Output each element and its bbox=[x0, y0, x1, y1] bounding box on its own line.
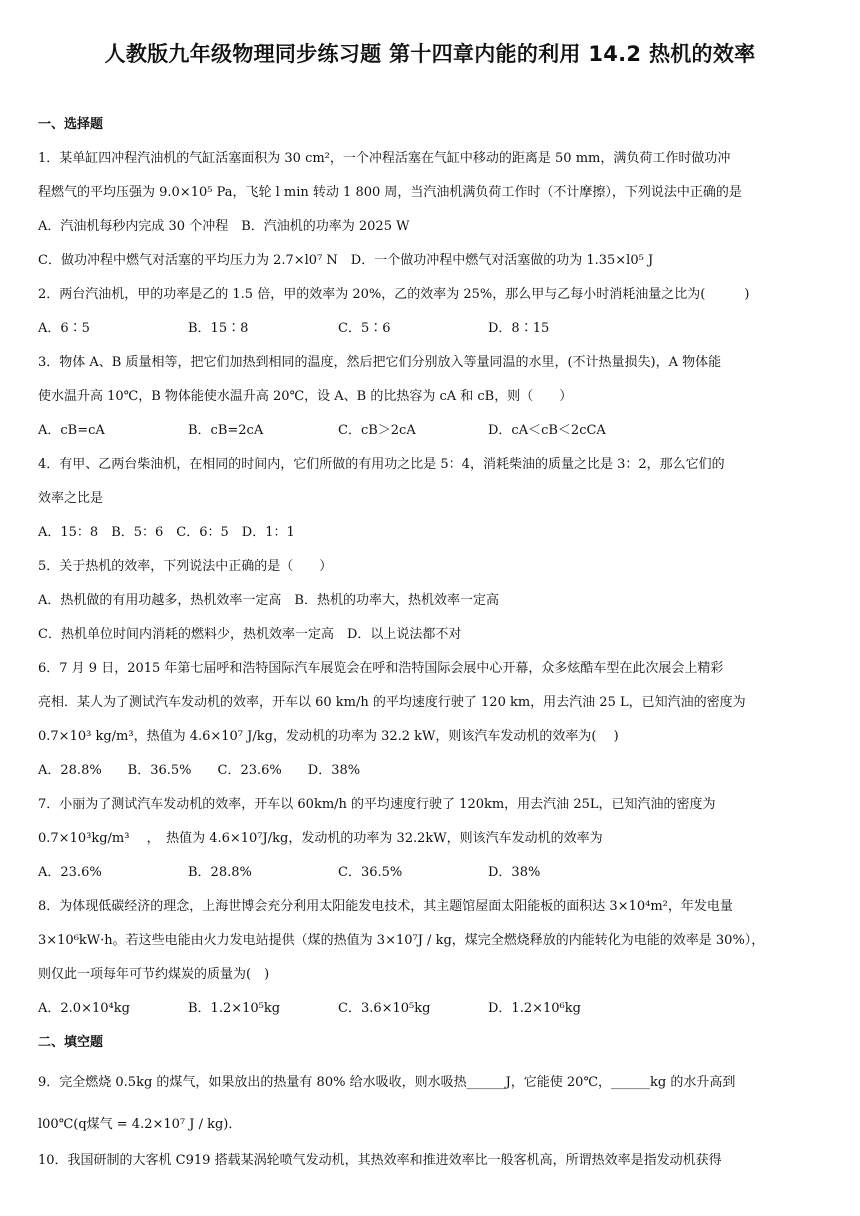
q7-option-c: C．36.5% bbox=[338, 865, 403, 880]
worksheet-body bbox=[38, 113, 830, 1183]
q3-option-c: C．cB＞2cA bbox=[338, 423, 416, 438]
q5-line-1: 5．关于热机的效率，下列说法中正确的是（ ） bbox=[38, 559, 333, 574]
q1-line-1: 1．某单缸四冲程汽油机的气缸活塞面积为 30 cm²，一个冲程活塞在气缸中移动的距离是 50 mm，满负荷工作时做功冲 bbox=[38, 151, 731, 166]
q3-option-b: B．cB=2cA bbox=[188, 423, 264, 438]
q5-options-ab: A．热机做的有用功越多，热机效率一定高 B．热机的功率大，热机效率一定高 bbox=[38, 593, 499, 608]
q6-line-3: 0.7×10³ kg/m³，热值为 4.6×10⁷ J/kg，发动机的功率为 32.2 kW，则该汽车发动机的效率为( ) bbox=[38, 729, 619, 744]
q4-options: A．15：8 B．5：6 C．6：5 D．1：1 bbox=[38, 525, 295, 540]
q6-line-1: 6．7 月 9 日，2015 年第七届呼和浩特国际汽车展览会在呼和浩特国际会展中心开幕，众多炫酷车型在此次展会上精彩 bbox=[38, 661, 724, 676]
q9-line-2: l00℃(q煤气 = 4.2×10⁷ J / kg)． bbox=[38, 1117, 242, 1132]
q1-options-cd: C．做功冲程中燃气对活塞的平均压力为 2.7×l0⁷ N D．一个做功冲程中燃气对活塞做的功为 1.35×l0⁵ J bbox=[38, 253, 654, 268]
q7-option-d: D．38% bbox=[488, 865, 541, 880]
q2-option-d: D．8∶15 bbox=[488, 321, 550, 336]
q3-line-1: 3．物体 A、B 质量相等，把它们加热到相同的温度，然后把它们分别放入等量同温的水里，(不计热量损失)，A 物体能 bbox=[38, 355, 722, 370]
q7-line-1: 7．小丽为了测试汽车发动机的效率，开车以 60km/h 的平均速度行驶了 120km，用去汽油 25L，已知汽油的密度为 bbox=[38, 797, 716, 812]
section-heading-fill: 二、填空题 bbox=[38, 1035, 104, 1050]
q3-option-a: A．cB=cA bbox=[38, 423, 105, 438]
q8-options bbox=[38, 997, 830, 1031]
q3-line-2: 使水温升高 10℃，B 物体能使水温升高 20℃，设 A、B 的比热容为 cA 和 cB，则（ ） bbox=[38, 389, 573, 404]
q4-line-2: 效率之比是 bbox=[38, 491, 104, 506]
q7-option-b: B．28.8% bbox=[188, 865, 252, 880]
page-title: 人教版九年级物理同步练习题 第十四章内能的利用 14.2 热机的效率 bbox=[104, 42, 756, 66]
q4-line-1: 4．有甲、乙两台柴油机，在相同的时间内，它们所做的有用功之比是 5：4，消耗柴油的质量之比是 3：2，那么它们的 bbox=[38, 457, 725, 472]
q5-options-cd: C．热机单位时间内消耗的燃料少，热机效率一定高 D．以上说法都不对 bbox=[38, 627, 462, 642]
q7-options bbox=[38, 861, 830, 895]
q7-line-2: 0.7×10³kg/m³ ， 热值为 4.6×10⁷J/kg，发动机的功率为 32.2kW，则该汽车发动机的效率为 bbox=[38, 831, 603, 846]
q2-option-a: A．6∶5 bbox=[38, 321, 90, 336]
q8-line-1: 8．为体现低碳经济的理念，上海世博会充分利用太阳能发电技术，其主题馆屋面太阳能板的面积达 3×10⁴m²，年发电量 bbox=[38, 899, 733, 914]
q2-options bbox=[38, 317, 830, 351]
q3-option-d: D．cA＜cB＜2cCA bbox=[488, 423, 606, 438]
q2-option-c: C．5∶6 bbox=[338, 321, 391, 336]
q8-option-a: A．2.0×10⁴kg bbox=[38, 1001, 130, 1016]
q1-line-2: 程燃气的平均压强为 9.0×10⁵ Pa，飞轮 l min 转动 1 800 周，当汽油机满负荷工作时（不计摩擦），下列说法中正确的是 bbox=[38, 185, 742, 200]
section-heading-choice: 一、选择题 bbox=[38, 117, 104, 132]
q8-option-c: C．3.6×10⁵kg bbox=[338, 1001, 431, 1016]
q8-option-b: B．1.2×10⁵kg bbox=[188, 1001, 281, 1016]
q8-line-3: 则仅此一项每年可节约煤炭的质量为( ) bbox=[38, 967, 270, 982]
q8-line-2: 3×10⁶kW·h。若这些电能由火力发电站提供（煤的热值为 3×10⁷J / kg，煤完全燃烧释放的内能转化为电能的效率是 30%）， bbox=[38, 933, 765, 948]
q6-options: A．28.8% B．36.5% C．23.6% D．38% bbox=[38, 763, 361, 778]
q1-options-ab: A．汽油机每秒内完成 30 个冲程 B．汽油机的功率为 2025 W bbox=[38, 219, 410, 234]
q9-line-1: 9．完全燃烧 0.5kg 的煤气，如果放出的热量有 80% 给水吸收，则水吸热______J，它能使 20℃，______kg 的水升高到 bbox=[38, 1075, 736, 1090]
q10-line-1: 10．我国研制的大客机 C919 搭载某涡轮喷气发动机，其热效率和推进效率比一般客机高，所谓热效率是指发动机获得 bbox=[38, 1153, 722, 1168]
q2-option-b: B．15∶8 bbox=[188, 321, 249, 336]
q7-option-a: A．23.6% bbox=[38, 865, 102, 880]
q8-option-d: D．1.2×10⁶kg bbox=[488, 1001, 581, 1016]
q2-line-1: 2．两台汽油机，甲的功率是乙的 1.5 倍，甲的效率为 20%，乙的效率为 25%，那么甲与乙每小时消耗油量之比为( ) bbox=[38, 287, 750, 302]
q3-options bbox=[38, 419, 830, 453]
q6-line-2: 亮相．某人为了测试汽车发动机的效率，开车以 60 km/h 的平均速度行驶了 120 km，用去汽油 25 L，已知汽油的密度为 bbox=[38, 695, 746, 710]
